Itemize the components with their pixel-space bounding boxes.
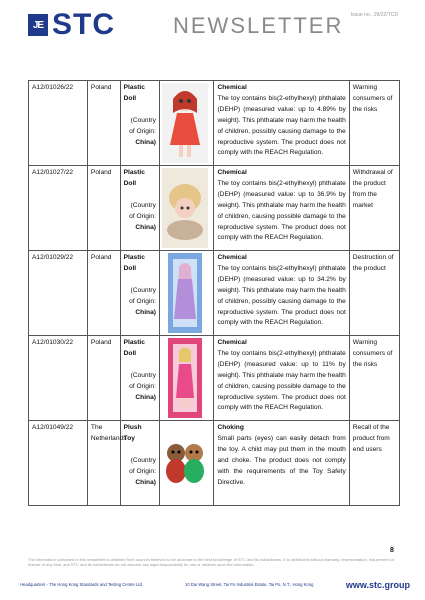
table-row — [29, 166, 400, 251]
risk-title: Chemical — [217, 84, 247, 91]
origin-line-2: of Origin: — [129, 382, 156, 390]
country-cell: Poland — [87, 251, 120, 336]
product-name: Doll — [123, 349, 137, 357]
doll-red-dress-icon — [162, 83, 208, 163]
risk-title: Chemical — [217, 169, 247, 176]
origin-line-1: (Country — [130, 456, 156, 464]
risk-title: Chemical — [217, 254, 247, 261]
product-name: Doll — [123, 264, 137, 272]
reference-cell: A12/01029/22 — [29, 251, 88, 336]
origin-line-1: (Country — [130, 371, 156, 379]
boxed-doll-icon — [162, 253, 208, 333]
measure-cell: Warning consumers of the risks — [349, 336, 399, 421]
product-image-cell — [159, 81, 214, 166]
product-cell — [120, 81, 159, 166]
origin-line-2: of Origin: — [129, 212, 156, 220]
origin-line-1: (Country — [130, 116, 156, 124]
origin-line-2: of Origin: — [129, 127, 156, 135]
risk-description: The toy contains bis(2-ethylhexyl) phthalate (DEHP) (measured value: up to 11% by weight). This phthalate may harm the health of children, causing possible damage to the reproductive system. The product does not comply with the REACH Regulation. — [217, 349, 346, 412]
product-type: Plastic — [123, 254, 145, 261]
recall-table — [28, 80, 400, 506]
risk-description: The toy contains bis(2-ethylhexyl) phthalate (DEHP) (measured value: up to 36.9% by weight). This phthalate may harm the health of children, causing possible damage to the reproductive system. The product does not comply with the REACH Regulation. — [217, 179, 346, 242]
country-cell: Poland — [87, 336, 120, 421]
risk-title: Chemical — [217, 339, 247, 346]
boxed-doll-pink-icon — [162, 338, 208, 418]
address-text: 10 Dai Wang Street, Tai Po Industrial Estate, Tai Po, N.T., Hong Kong — [185, 582, 314, 587]
table-row — [29, 421, 400, 506]
stc-logo-icon: JE — [28, 14, 48, 36]
origin-line-3: China) — [135, 393, 156, 401]
risk-description: Small parts (eyes) can easily detach from the toy. A child may put them in the mouth and choke. The product does not comply with the requirements of the Toy Safety Directive. — [217, 434, 346, 486]
product-cell — [120, 251, 159, 336]
website-link[interactable]: www.stc.group — [345, 580, 410, 590]
product-name: Doll — [123, 94, 137, 102]
measure-cell: Warning consumers of the risks — [349, 81, 399, 166]
product-cell — [120, 166, 159, 251]
origin-line-3: China) — [135, 308, 156, 316]
product-type: Plastic — [123, 84, 145, 91]
product-type: Plastic — [123, 169, 145, 176]
measure-cell: Withdrawal of the product from the market — [349, 166, 399, 251]
risk-description: The toy contains bis(2-ethylhexyl) phthalate (DEHP) (measured value: up to 34.2% by weight). This phthalate may harm the health of children, possibly causing damage to the reproductive system. The product does not comply with the REACH Regulation. — [217, 264, 346, 327]
reference-cell: A12/01026/22 — [29, 81, 88, 166]
reference-cell: A12/01049/22 — [29, 421, 88, 506]
reference-cell: A12/01030/22 — [29, 336, 88, 421]
issue-number: Issue no.: 29/22/TCD — [350, 12, 398, 18]
newsletter-title: NEWSLETTER — [173, 13, 344, 38]
origin-line-1: (Country — [130, 201, 156, 209]
product-cell — [120, 421, 159, 506]
page-number: 8 — [390, 547, 394, 554]
origin-line-2: of Origin: — [129, 467, 156, 475]
disclaimer-text: The information contained in this newsletter is obtained from sources believed to be accurate to the best knowledge of STC and its subsidiaries. It is distributed without warranty, representation, inducement or license of any kind, and STC and its subsidiaries do not assume any legal responsibility for use or reliance upon the information. — [28, 557, 395, 567]
country-cell: Poland — [87, 166, 120, 251]
measure-cell: Recall of the product from end users — [349, 421, 399, 506]
risk-cell — [214, 81, 349, 166]
page-footer — [20, 580, 410, 592]
product-image-cell — [159, 421, 214, 506]
reference-cell: A12/01027/22 — [29, 166, 88, 251]
newsletter-header — [28, 10, 398, 50]
country-cell: Poland — [87, 81, 120, 166]
risk-cell — [214, 336, 349, 421]
product-image-cell — [159, 336, 214, 421]
risk-cell — [214, 166, 349, 251]
product-name: Doll — [123, 179, 137, 187]
origin-line-3: China) — [135, 138, 156, 146]
origin-line-2: of Origin: — [129, 297, 156, 305]
table-row — [29, 251, 400, 336]
risk-cell — [214, 421, 349, 506]
origin-line-3: China) — [135, 478, 156, 486]
product-type: Plush — [123, 424, 142, 431]
product-image-cell — [159, 166, 214, 251]
product-image-cell — [159, 251, 214, 336]
table-row — [29, 336, 400, 421]
product-cell — [120, 336, 159, 421]
stc-logo-text: STC — [52, 8, 115, 41]
origin-line-1: (Country — [130, 286, 156, 294]
product-type: Plastic — [123, 339, 145, 346]
origin-line-3: China) — [135, 223, 156, 231]
measure-cell: Destruction of the product — [349, 251, 399, 336]
risk-title: Choking — [217, 424, 244, 431]
doll-head-icon — [162, 168, 208, 248]
risk-description: The toy contains bis(2-ethylhexyl) phthalate (DEHP) (measured value: up to 4.89% by weight). This phthalate may harm the health of children, possibly causing damage to the reproductive system. The product does not comply with the REACH Regulation. — [217, 94, 346, 157]
country-cell: The Netherlands — [87, 421, 120, 506]
plush-toys-icon — [162, 423, 208, 503]
table-row — [29, 81, 400, 166]
risk-cell — [214, 251, 349, 336]
product-name: Toy — [123, 434, 135, 442]
headquarters-text: Headquarters - The Hong Kong Standards and Testing Centre Ltd. — [20, 582, 143, 587]
